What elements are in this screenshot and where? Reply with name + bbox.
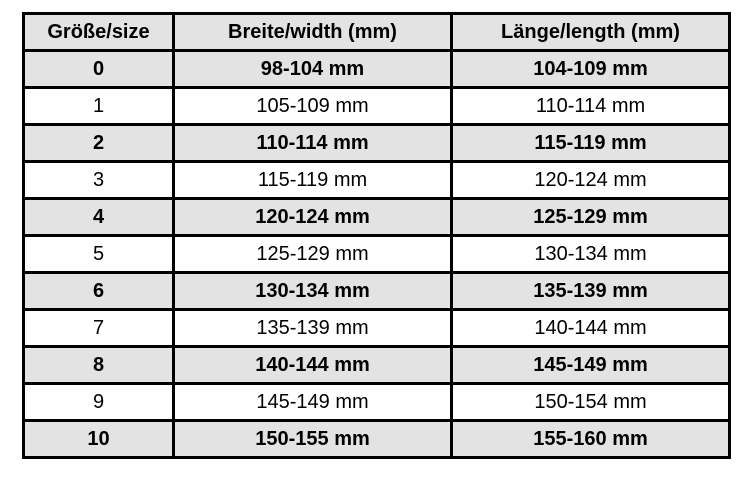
cell-width: 105-109 mm — [174, 88, 452, 125]
cell-width: 120-124 mm — [174, 199, 452, 236]
cell-width: 140-144 mm — [174, 347, 452, 384]
table-row — [24, 199, 730, 236]
size-chart-table — [22, 12, 731, 459]
table-body — [24, 51, 730, 458]
cell-size: 6 — [24, 273, 174, 310]
cell-size: 0 — [24, 51, 174, 88]
cell-length: 120-124 mm — [452, 162, 730, 199]
cell-width: 130-134 mm — [174, 273, 452, 310]
cell-size: 5 — [24, 236, 174, 273]
cell-size: 9 — [24, 384, 174, 421]
cell-length: 110-114 mm — [452, 88, 730, 125]
cell-length: 125-129 mm — [452, 199, 730, 236]
table-row — [24, 384, 730, 421]
cell-size: 8 — [24, 347, 174, 384]
cell-length: 135-139 mm — [452, 273, 730, 310]
column-header-size: Größe/size — [24, 14, 174, 51]
table-row — [24, 88, 730, 125]
table-row — [24, 421, 730, 458]
cell-length: 155-160 mm — [452, 421, 730, 458]
cell-width: 98-104 mm — [174, 51, 452, 88]
cell-size: 4 — [24, 199, 174, 236]
cell-length: 145-149 mm — [452, 347, 730, 384]
table-row — [24, 310, 730, 347]
header-row — [24, 14, 730, 51]
cell-width: 110-114 mm — [174, 125, 452, 162]
column-header-width: Breite/width (mm) — [174, 14, 452, 51]
table-row — [24, 236, 730, 273]
cell-size: 3 — [24, 162, 174, 199]
cell-width: 150-155 mm — [174, 421, 452, 458]
cell-size: 10 — [24, 421, 174, 458]
cell-width: 145-149 mm — [174, 384, 452, 421]
cell-width: 115-119 mm — [174, 162, 452, 199]
cell-size: 1 — [24, 88, 174, 125]
cell-length: 104-109 mm — [452, 51, 730, 88]
cell-width: 125-129 mm — [174, 236, 452, 273]
table-row — [24, 51, 730, 88]
column-header-length: Länge/length (mm) — [452, 14, 730, 51]
table-row — [24, 125, 730, 162]
cell-size: 2 — [24, 125, 174, 162]
cell-length: 140-144 mm — [452, 310, 730, 347]
cell-length: 115-119 mm — [452, 125, 730, 162]
cell-length: 130-134 mm — [452, 236, 730, 273]
cell-width: 135-139 mm — [174, 310, 452, 347]
table-row — [24, 347, 730, 384]
table-row — [24, 273, 730, 310]
cell-size: 7 — [24, 310, 174, 347]
cell-length: 150-154 mm — [452, 384, 730, 421]
table-header — [24, 14, 730, 51]
table-row — [24, 162, 730, 199]
